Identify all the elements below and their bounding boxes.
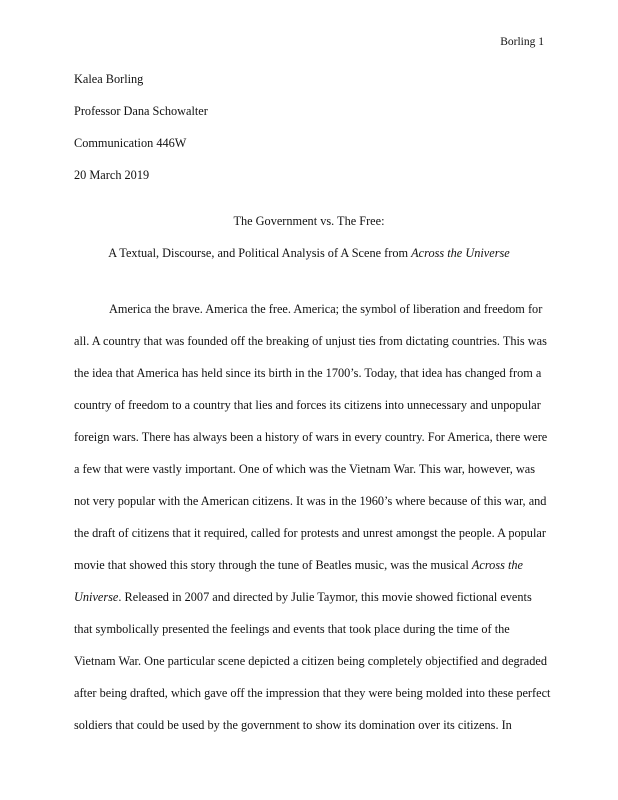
- film-title: Across the Universe: [411, 246, 510, 260]
- body-line-1: America the brave. America the free. America; the symbol of liberation and freedom for: [109, 302, 543, 316]
- title-line-2-text: A Textual, Discourse, and Political Analysis of A Scene from: [108, 246, 412, 260]
- body-line-3: the idea that America has held since its birth in the 1700’s. Today, that idea has changed from a: [74, 366, 542, 380]
- body-line-9: [74, 558, 523, 573]
- body-line-9-text: movie that showed this story through the tune of Beatles music, was the musical: [74, 558, 472, 572]
- running-head: Borling 1: [500, 36, 544, 48]
- author-name: Kalea Borling: [74, 72, 144, 86]
- body-line-4: country of freedom to a country that lies and forces its citizens into unnecessary and unpopular: [74, 398, 541, 412]
- date-line: 20 March 2019: [74, 168, 150, 182]
- film-title-part-2: Universe: [74, 590, 119, 604]
- body-line-12: Vietnam War. One particular scene depicted a citizen being completely objectified and degraded: [74, 654, 547, 668]
- body-line-2: all. A country that was founded off the breaking of unjust ties from dictating countries. This was: [74, 334, 547, 348]
- professor-name: Professor Dana Schowalter: [74, 104, 208, 118]
- body-line-11: that symbolically presented the feelings and events that took place during the time of the: [74, 622, 510, 636]
- title-line-2: [0, 246, 618, 261]
- body-line-6: a few that were vastly important. One of which was the Vietnam War. This war, however, was: [74, 462, 536, 476]
- body-line-13: after being drafted, which gave off the impression that they were being molded into these perfect: [74, 686, 551, 700]
- body-line-10: [74, 590, 532, 605]
- course-name: Communication 446W: [74, 136, 187, 150]
- body-line-7: not very popular with the American citizens. It was in the 1960’s where because of this war, and: [74, 494, 547, 508]
- title-line-1: The Government vs. The Free:: [233, 214, 385, 228]
- body-line-14: soldiers that could be used by the government to show its domination over its citizens. In: [74, 718, 512, 732]
- body-line-5: foreign wars. There has always been a history of wars in every country. For America, there were: [74, 430, 548, 444]
- film-title-part-1: Across the: [471, 558, 523, 572]
- body-line-10-text: . Released in 2007 and directed by Julie Taymor, this movie showed fictional events: [118, 590, 532, 604]
- body-line-8: the draft of citizens that it required, called for protests and unrest amongst the people. A popular: [74, 526, 546, 540]
